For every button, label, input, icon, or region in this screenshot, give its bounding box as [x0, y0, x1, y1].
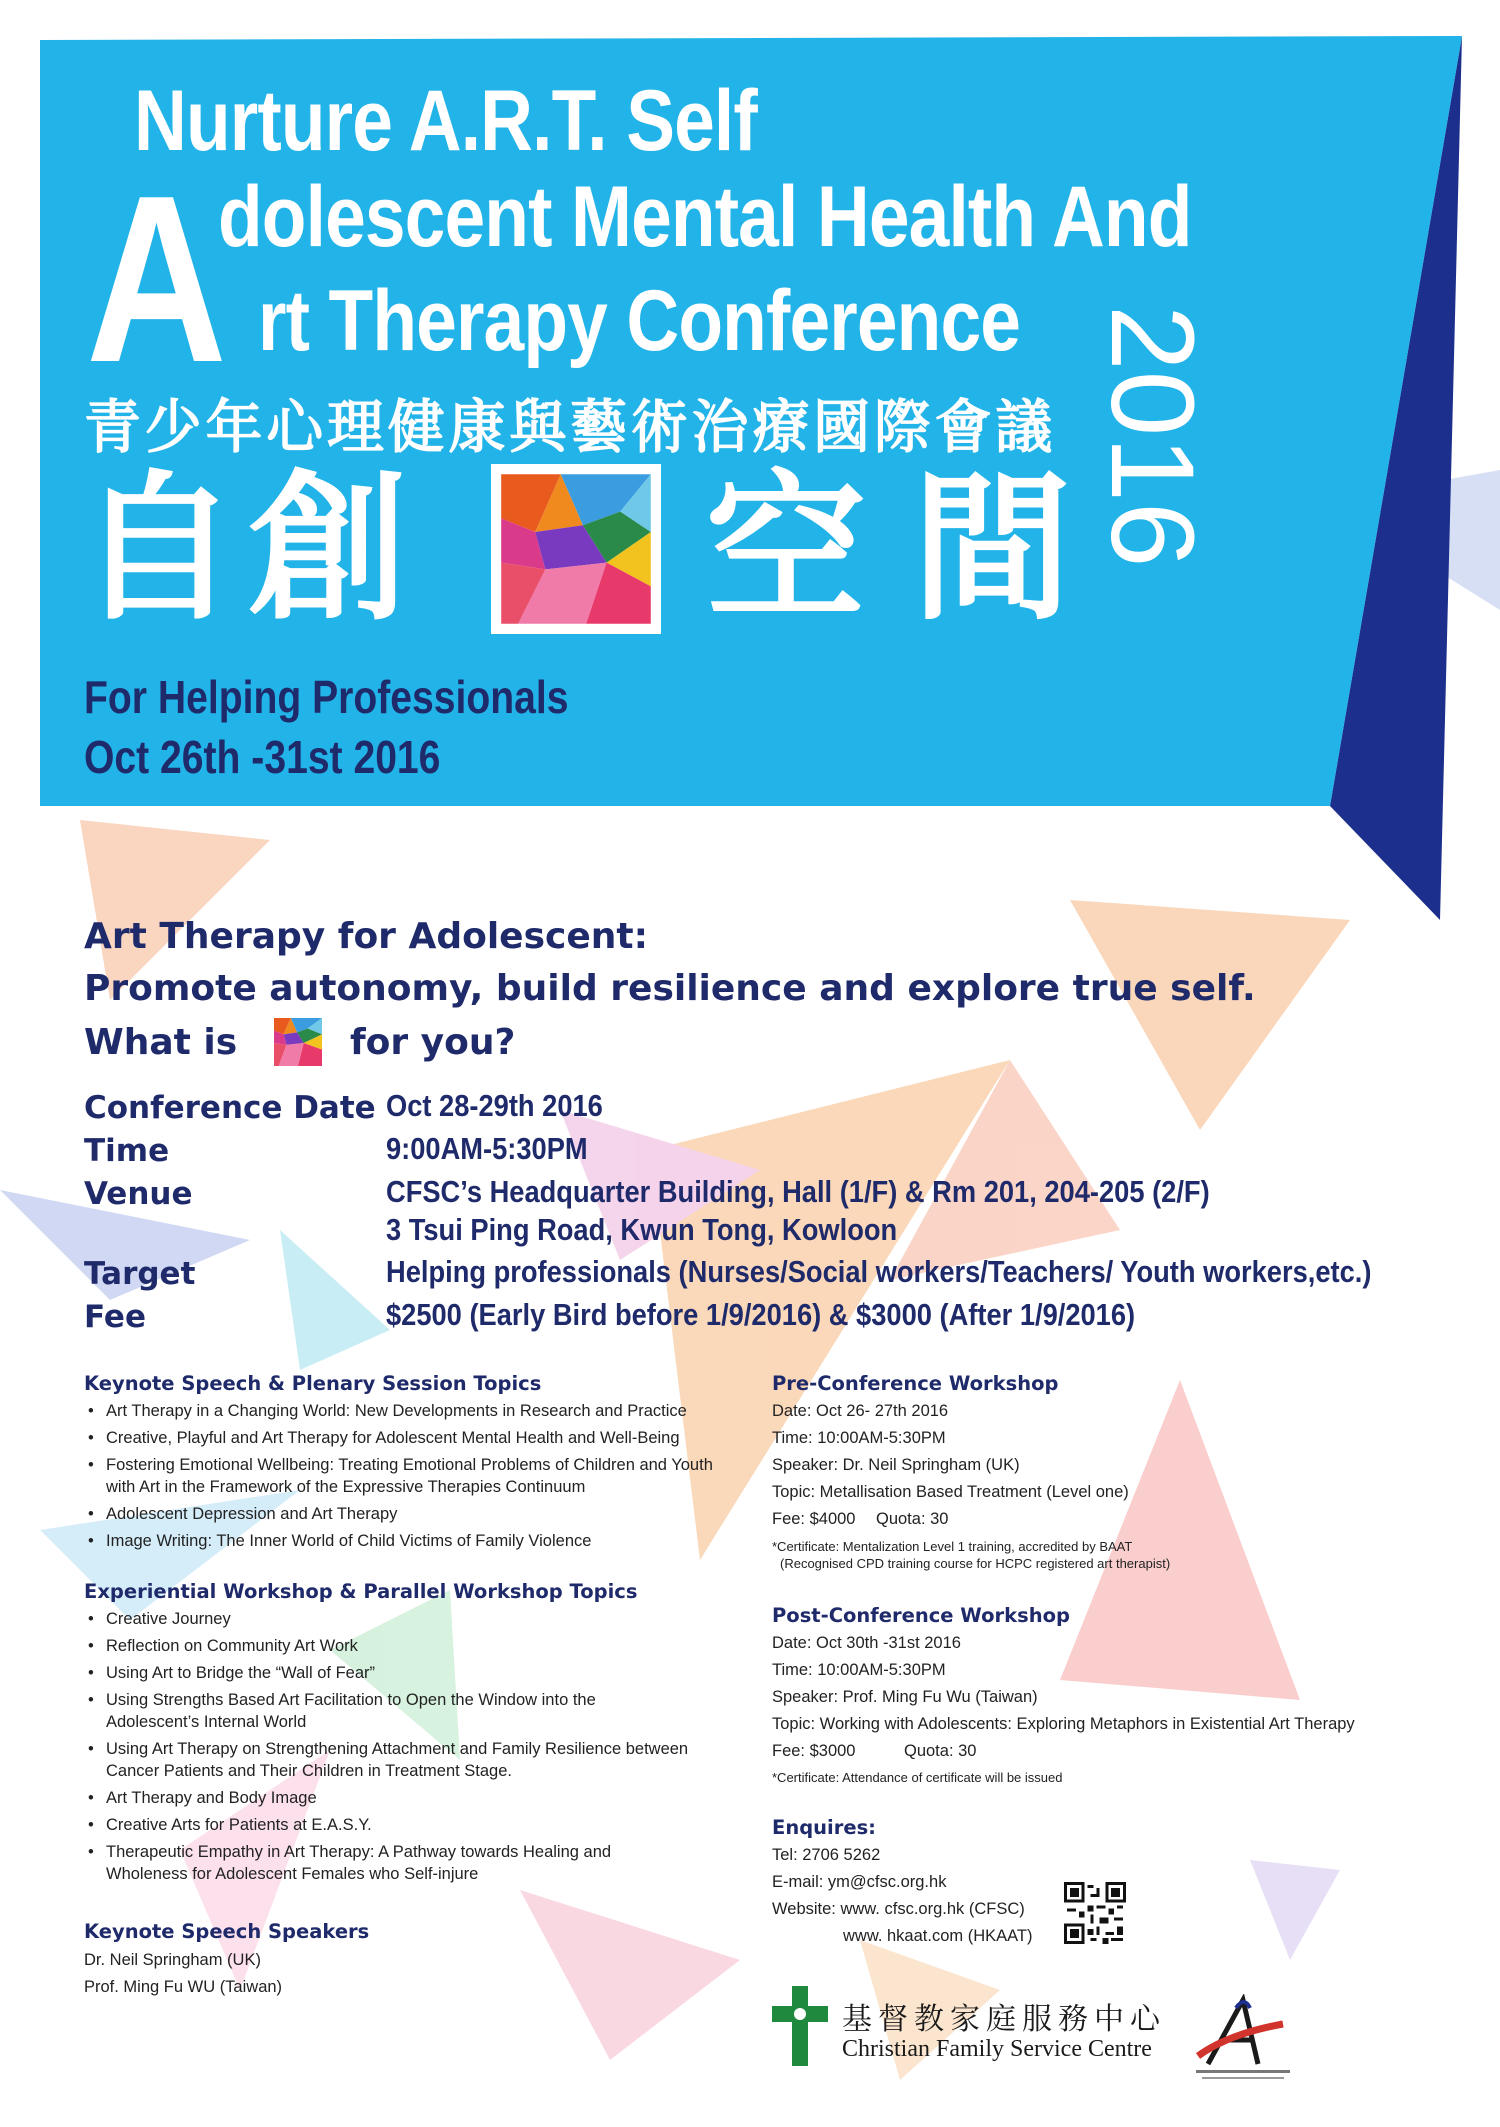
pre-workshop-note-1: *Certificate: Mentalization Level 1 training, accredited by BAAT: [772, 1539, 1133, 1554]
workshop-topics-list: [84, 1608, 689, 1890]
chinese-big-char-4: 間: [912, 455, 1073, 642]
info-label-target: Target: [84, 1256, 196, 1292]
pre-workshop-time: Time: 10:00AM-5:30PM: [772, 1429, 946, 1447]
keynote-topic-item: • Art Therapy in a Changing World: New Developments in Research and Practice: [84, 1400, 744, 1422]
info-value-time: 9:00AM-5:30PM: [386, 1131, 588, 1166]
workshop-topic-item: • Reflection on Community Art Work: [84, 1635, 684, 1657]
post-workshop-time: Time: 10:00AM-5:30PM: [772, 1661, 946, 1679]
info-value-fee: $2500 (Early Bird before 1/9/2016) & $3000 (After 1/9/2016): [386, 1297, 1136, 1332]
mosaic-logo-icon: [488, 464, 664, 634]
hkaat-logo-icon: [1188, 1994, 1298, 2086]
enquiries-heading: Enquires:: [772, 1816, 876, 1839]
info-label-date: Conference Date: [84, 1090, 376, 1126]
workshop-topic-item: • Using Art to Bridge the “Wall of Fear”: [84, 1662, 684, 1684]
workshop-topic-item: • Creative Arts for Patients at E.A.S.Y.: [84, 1814, 684, 1836]
keynote-topics-heading: Keynote Speech & Plenary Session Topics: [84, 1372, 542, 1395]
info-label-fee: Fee: [84, 1299, 146, 1335]
intro-heading-1: Art Therapy for Adolescent:: [84, 916, 648, 957]
info-value-date: Oct 28-29th 2016: [386, 1088, 603, 1123]
chinese-big-char-2: 創: [248, 455, 409, 642]
chinese-big-char-3: 空: [706, 455, 867, 642]
pre-workshop-fee: Fee: $4000: [772, 1510, 856, 1528]
chinese-big-char-1: 自: [78, 455, 239, 642]
title-line-3: rt Therapy Conference: [258, 273, 1021, 369]
enquiries-website-1: Website: www. cfsc.org.hk (CFSC): [772, 1900, 1025, 1918]
pre-workshop-topic: Topic: Metallisation Based Treatment (Level one): [772, 1483, 1129, 1501]
subtitle-audience: For Helping Professionals: [84, 671, 569, 723]
post-workshop-heading: Post-Conference Workshop: [772, 1604, 1070, 1627]
pre-workshop-heading: Pre-Conference Workshop: [772, 1372, 1059, 1395]
enquiries-email: E-mail: ym@cfsc.org.hk: [772, 1873, 947, 1891]
workshop-topic-item: • Creative Journey: [84, 1608, 684, 1630]
cfsc-cross-logo-icon: [772, 1986, 828, 2066]
speakers-heading: Keynote Speech Speakers: [84, 1920, 370, 1943]
keynote-topic-item: • Creative, Playful and Art Therapy for Adolescent Mental Health and Well-Being: [84, 1427, 744, 1449]
org-name-english: Christian Family Service Centre: [842, 2036, 1152, 2062]
intro-heading-3-post: for you?: [350, 1022, 516, 1063]
title-big-letter: A: [86, 147, 227, 412]
workshop-topic-item: • Using Art Therapy on Strengthening Attachment and Family Resilience between Cancer Patients and Their Children in Treatment Stage.: [84, 1738, 696, 1782]
workshop-topics-heading: Experiential Workshop & Parallel Workshop Topics: [84, 1580, 638, 1603]
enquiries-tel: Tel: 2706 5262: [772, 1846, 881, 1864]
title-line-1: Nurture A.R.T. Self: [134, 73, 757, 169]
workshop-topic-item: • Art Therapy and Body Image: [84, 1787, 684, 1809]
title-line-2: dolescent Mental Health And: [218, 169, 1192, 265]
qr-code-icon: [1064, 1882, 1126, 1944]
pre-workshop-quota: Quota: 30: [876, 1510, 949, 1528]
speaker-1: Dr. Neil Springham (UK): [84, 1951, 261, 1969]
post-workshop-date: Date: Oct 30th -31st 2016: [772, 1634, 961, 1652]
post-workshop-note: *Certificate: Attendance of certificate will be issued: [772, 1770, 1063, 1785]
pre-workshop-speaker: Speaker: Dr. Neil Springham (UK): [772, 1456, 1020, 1474]
keynote-topic-item: • Fostering Emotional Wellbeing: Treating Emotional Problems of Children and Youth with Art in the Framework of the Expressive Therapies Continuum: [84, 1454, 716, 1498]
mosaic-logo-small-icon: [274, 1018, 322, 1066]
info-label-venue: Venue: [84, 1176, 193, 1212]
intro-heading-3-pre: What is: [84, 1022, 238, 1063]
year-text: 2016: [1086, 305, 1218, 568]
info-label-time: Time: [84, 1133, 170, 1169]
speaker-2: Prof. Ming Fu WU (Taiwan): [84, 1978, 283, 1996]
pre-workshop-note-2: (Recognised CPD training course for HCPC registered art therapist): [780, 1556, 1171, 1571]
info-value-target: Helping professionals (Nurses/Social workers/Teachers/ Youth workers,etc.): [386, 1254, 1372, 1289]
keynote-topic-item: • Adolescent Depression and Art Therapy: [84, 1503, 744, 1525]
keynote-topic-item: • Image Writing: The Inner World of Child Victims of Family Violence: [84, 1530, 744, 1552]
post-workshop-speaker: Speaker: Prof. Ming Fu Wu (Taiwan): [772, 1688, 1038, 1706]
post-workshop-topic: Topic: Working with Adolescents: Exploring Metaphors in Existential Art Therapy: [772, 1715, 1355, 1733]
chinese-title: 青少年心理健康與藝術治療國際會議: [84, 395, 1057, 460]
org-name-chinese: 基督教家庭服務中心: [842, 2002, 1166, 2037]
workshop-topic-item: • Using Strengths Based Art Facilitation to Open the Window into the Adolescent’s Internal World: [84, 1689, 626, 1733]
subtitle-dates: Oct 26th -31st 2016: [84, 731, 441, 783]
info-value-venue-address: 3 Tsui Ping Road, Kwun Tong, Kowloon: [386, 1212, 898, 1247]
info-value-venue: CFSC’s Headquarter Building, Hall (1/F) & Rm 201, 204-205 (2/F): [386, 1174, 1210, 1209]
post-workshop-fee: Fee: $3000: [772, 1742, 856, 1760]
intro-heading-2: Promote autonomy, build resilience and explore true self.: [84, 968, 1256, 1009]
keynote-topics-list: [84, 1400, 744, 1557]
workshop-topic-item: • Therapeutic Empathy in Art Therapy: A Pathway towards Healing and Wholeness for Adolescent Females who Self-injure: [84, 1841, 666, 1885]
pre-workshop-date: Date: Oct 26- 27th 2016: [772, 1402, 949, 1420]
enquiries-website-2: www. hkaat.com (HKAAT): [843, 1927, 1033, 1945]
post-workshop-quota: Quota: 30: [904, 1742, 977, 1760]
